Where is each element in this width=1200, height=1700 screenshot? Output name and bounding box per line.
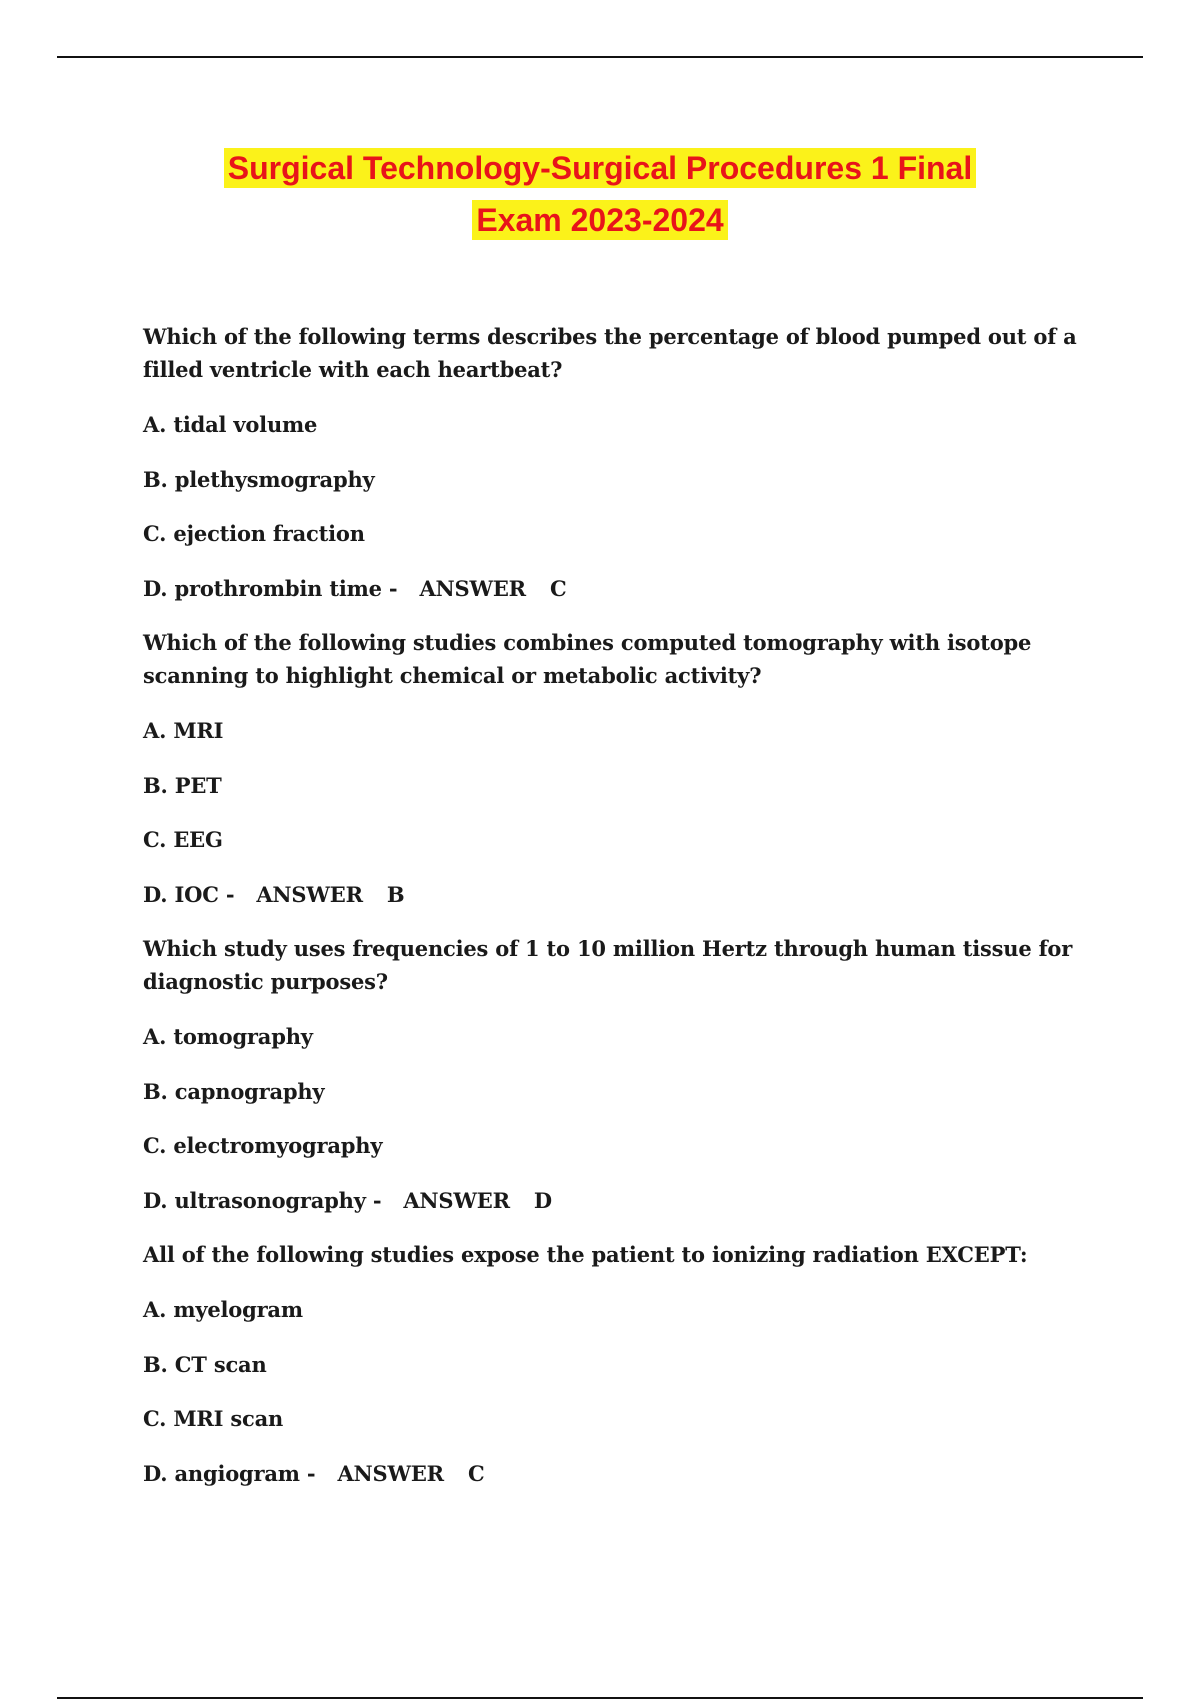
option-d: D. IOC -: [143, 881, 235, 907]
question-block: [143, 626, 1083, 911]
option-b: B. CT scan: [143, 1351, 267, 1377]
option-b: B. capnography: [143, 1078, 325, 1104]
option-c: C. EEG: [143, 827, 223, 852]
option-b: B. PET: [143, 772, 222, 798]
option-a: A. MRI: [143, 718, 224, 743]
answer-value: C: [467, 1460, 485, 1486]
question-text: All of the following studies expose the patient to ionizing radiation EXCEPT:: [143, 1242, 1028, 1267]
answer-value: B: [386, 881, 405, 907]
title-line-2: Exam 2023-2024: [472, 200, 727, 240]
option-a: A. myelogram: [143, 1297, 303, 1322]
document-title: [0, 142, 1200, 246]
answer-label: ANSWER: [403, 1187, 510, 1213]
question-text: Which of the following studies combines computed tomography with isotope scanning to highlight chemical or metabolic activity?: [143, 630, 1032, 688]
option-a: A. tidal volume: [143, 412, 318, 437]
question-block: [143, 320, 1083, 605]
option-a: A. tomography: [143, 1024, 313, 1049]
option-c: C. MRI scan: [143, 1406, 284, 1431]
question-text: Which study uses frequencies of 1 to 10 million Hertz through human tissue for diagnostic purposes?: [143, 936, 1073, 994]
answer-label: ANSWER: [256, 881, 363, 907]
question-text: Which of the following terms describes the percentage of blood pumped out of a filled ventricle with each heartbeat?: [143, 324, 1077, 382]
answer-value: D: [533, 1187, 552, 1213]
option-d-with-answer: [143, 878, 1083, 911]
option-d-with-answer: [143, 1457, 1083, 1490]
option-d: D. ultrasonography -: [143, 1187, 382, 1213]
answer-value: C: [549, 575, 567, 601]
title-line-1: Surgical Technology-Surgical Procedures 1 Final: [224, 148, 976, 188]
answer-label: ANSWER: [337, 1460, 444, 1486]
bottom-rule: [57, 1697, 1143, 1699]
option-c: C. electromyography: [143, 1133, 383, 1158]
answer-label: ANSWER: [419, 575, 526, 601]
option-b: B. plethysmography: [143, 466, 375, 492]
question-block: [143, 1238, 1083, 1490]
top-rule: [57, 56, 1143, 58]
questions-list: [143, 320, 1083, 1511]
option-d: D. angiogram -: [143, 1460, 316, 1486]
question-block: [143, 932, 1083, 1217]
option-d: D. prothrombin time -: [143, 575, 398, 601]
option-d-with-answer: [143, 1184, 1083, 1217]
option-c: C. ejection fraction: [143, 521, 365, 546]
option-d-with-answer: [143, 572, 1083, 605]
